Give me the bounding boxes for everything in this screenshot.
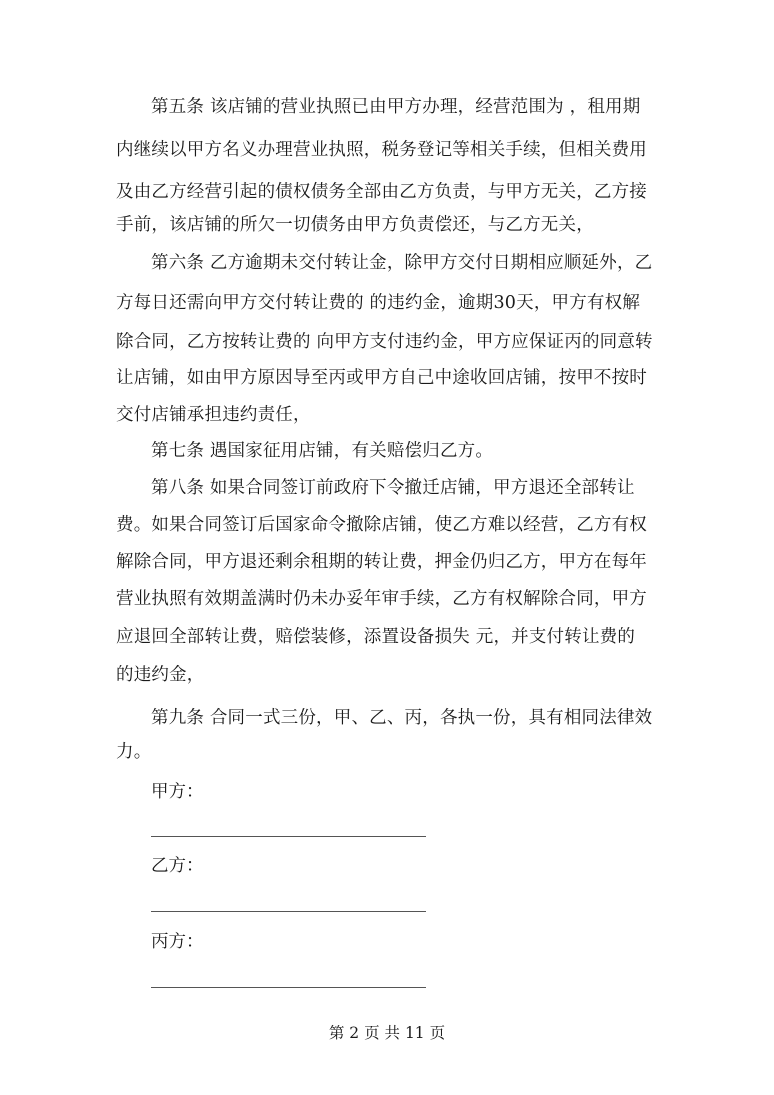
text-line: 第七条 遇国家征用店铺，有关赔偿归乙方。	[151, 441, 494, 461]
text-line: 解除合同，甲方退还剩余租期的转让费，押金仍归乙方，甲方在每年	[116, 552, 647, 572]
text-line: 手前，该店铺的所欠一切债务由甲方负责偿还，与乙方无关，	[116, 215, 594, 235]
text-line: 让店铺，如由甲方原因导至丙或甲方自己中途收回店铺，按甲不按时	[116, 368, 647, 388]
text-line: 第八条 如果合同签订前政府下令撤迁店铺，甲方退还全部转让	[151, 478, 635, 498]
signature-label-party-b: 乙方：	[151, 856, 204, 876]
text-line: 费。如果合同签订后国家命令撤除店铺，使乙方难以经营，乙方有权	[116, 515, 647, 535]
page-footer: 第 2 页 共 11 页	[328, 1024, 446, 1042]
text-line: 营业执照有效期盖满时仍未办妥年审手续，乙方有权解除合同，甲方	[116, 589, 647, 609]
text-line: 力。	[116, 742, 152, 762]
signature-label-party-a: 甲方：	[151, 782, 204, 802]
signature-label-party-c: 丙方：	[151, 932, 204, 952]
signature-line-party-c	[151, 987, 426, 988]
text-line: 第五条 该店铺的营业执照已由甲方办理，经营范围为 ，租用期	[151, 97, 641, 117]
text-line: 内继续以甲方名义办理营业执照，税务登记等相关手续，但相关费用	[116, 140, 647, 160]
text-line: 交付店铺承担违约责任，	[116, 405, 311, 425]
text-line: 方每日还需向甲方交付转让费的 的违约金，逾期30天，甲方有权解	[116, 293, 641, 313]
text-line: 的违约金，	[116, 665, 205, 685]
text-line: 除合同，乙方按转让费的 向甲方支付违约金，甲方应保证丙的同意转	[116, 332, 653, 352]
signature-line-party-a	[151, 836, 426, 837]
text-line: 及由乙方经营引起的债权债务全部由乙方负责，与甲方无关，乙方接	[116, 182, 647, 202]
text-line: 第六条 乙方逾期未交付转让金，除甲方交付日期相应顺延外，乙	[151, 253, 653, 273]
text-line: 应退回全部转让费，赔偿装修，添置设备损失 元，并支付转让费的	[116, 627, 636, 647]
signature-line-party-b	[151, 911, 426, 912]
text-line: 第九条 合同一式三份，甲、乙、丙，各执一份，具有相同法律效	[151, 708, 653, 728]
